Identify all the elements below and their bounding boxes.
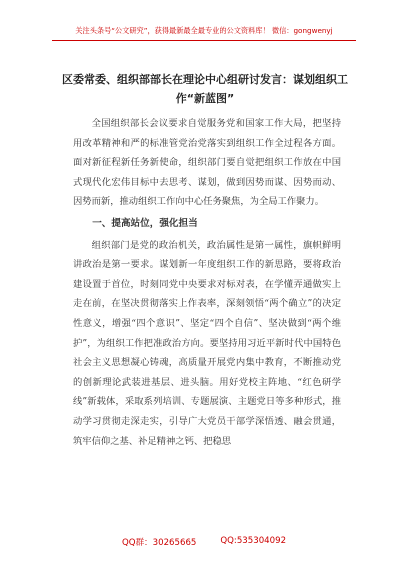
- footer-contact: [0, 536, 408, 548]
- header-divider: [52, 40, 356, 41]
- header-promo: 关注头条号“公文研究”，获得最新最全最专业的公文资料库！ 微信：gongwenyj: [75, 26, 333, 35]
- document-body: [73, 114, 341, 451]
- footer-qq-group: QQ群：30265665: [121, 538, 197, 548]
- section-paragraph: 组织部门是党的政治机关，政治属性是第一属性，旗帜鲜明讲政治是第一要求。谋划新一年度组织工作的新思路，要将政治建设置于首位，时刻同党中央要求对标对表，在学懂弄通做实上走在前，在坚决贯彻落实上作表率，深刻领悟“两个确立”的决定性意义，增强“四个意识”、坚定“四个自信”、坚决做到“两个维护”，为组织工作把准政治方向。要坚持用习近平新时代中国特色社会主义思想凝心铸魂，高质量开展党内集中教育，不断推动党的创新理论武装进基层、进头脑。用好党校主阵地、“红色研学线”新载体，采取系列培训、专题展演、主题党日等多种形式，推动学习贯彻走深走实，引导广大党员干部学深悟透、融会贯通，筑牢信仰之基、补足精神之钙、把稳思: [73, 239, 341, 447]
- footer-qq: QQ:535304092: [220, 536, 287, 546]
- document-title: 区委常委、组织部部长在理论中心组研讨发言：谋划组织工作“新蓝图”: [62, 73, 348, 105]
- intro-paragraph: 全国组织部长会议要求自觉服务党和国家工作大局，把坚持用改革精神和严的标准管党治党落实到组织工作全过程各方面。面对新征程新任务新使命，组织部门要自觉把组织工作放在中国式现代化宏伟目标中去思考、谋划，做到因势而谋、因势而动、因势而新，推动组织工作向中心任务聚焦，为全局工作聚力。: [73, 118, 341, 208]
- section-heading: 一、提高站位，强化担当: [92, 217, 198, 229]
